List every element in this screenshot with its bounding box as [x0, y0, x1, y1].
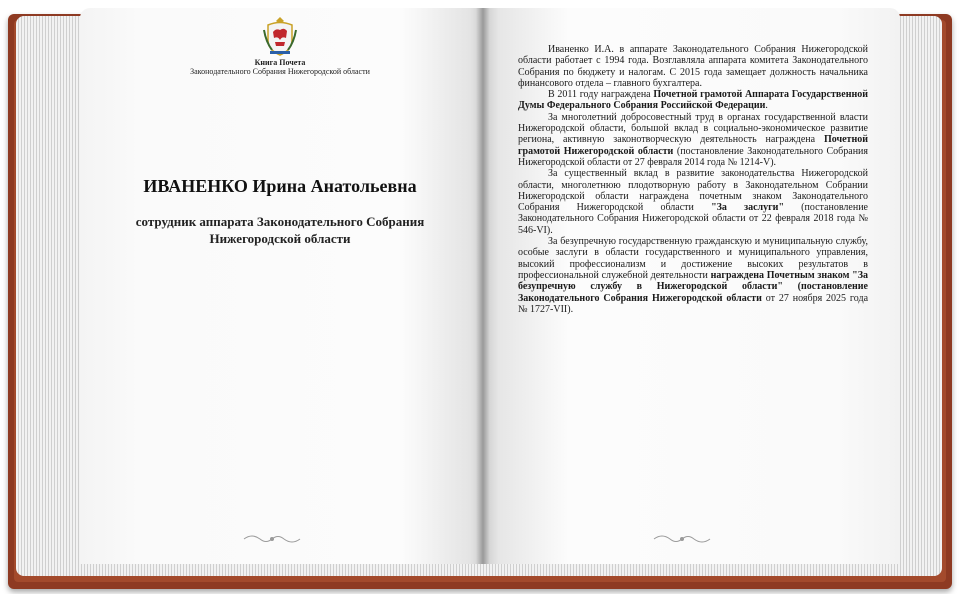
paragraph-4	[518, 168, 868, 236]
paragraph-2-text-b: .	[765, 100, 768, 112]
paragraph-5-text-a: За безупречную государственную гражданскую и муниципальную службу, особые заслуги в области государственного и муниципального управления, высокий профессионализм и достижение высоких результатов в профессиональной служебной деятельности	[518, 236, 868, 281]
paragraph-2-text-a: В 2011 году награждена	[548, 89, 654, 101]
ornament-left-icon	[242, 532, 302, 546]
ornament-right-icon	[652, 532, 712, 546]
paragraph-3-text-b: (постановление Законодательного Собрания Нижегородской области от 27 февраля 2014 года № 1214-V).	[518, 145, 868, 168]
paragraph-2	[518, 89, 868, 112]
paragraph-3-text-a: За многолетний добросовестный труд в органах государственной власти Нижегородской области, большой вклад в социально-экономическое развитие региона, активную законотворческую деятельность награждена	[518, 111, 868, 146]
paragraph-1	[518, 44, 868, 89]
paragraph-1-text: Иваненко И.А. в аппарате Законодательного Собрания Нижегородской области работает с 1994 года. Возглавляла аппарата комитета Законодательного Собрания по бюджету и налогам. С 2015 года замещает должность начальника финансового отдела – главного бухгалтера.	[518, 44, 868, 89]
coat-of-arms-icon	[262, 16, 298, 56]
book-header	[170, 58, 390, 76]
book-subtitle: Законодательного Собрания Нижегородской области	[190, 67, 370, 76]
paragraph-5-text-b: от 27 ноября 2025 года № 1727-VII).	[518, 292, 869, 315]
paragraph-4-text-b: (постановление Законодательного Собрания Нижегородской области от 22 февраля 2018 года № 546-VI).	[518, 202, 868, 236]
book-gutter	[476, 8, 490, 564]
paragraph-5-award: награждена Почетным знаком "За безупречную службу в Нижегородской области" (постановление Законодательного Собрания Нижегородской области	[518, 269, 868, 304]
position-line-1: сотрудник аппарата Законодательного Собрания	[135, 214, 425, 229]
book-title: Книга Почета	[254, 58, 306, 67]
person-position	[120, 213, 440, 247]
paragraph-4-text-a: За существенный вклад в развитие законодательства Нижегородской области, многолетнюю плодотворную работу в Законодательном Собрании Нижегородской области награждена почетным знаком Законодательного Собрания Нижегородской области	[518, 168, 868, 214]
paragraph-3	[518, 112, 868, 168]
position-line-2: Нижегородской области	[209, 231, 351, 246]
left-page	[80, 8, 482, 564]
biography-text	[518, 44, 868, 315]
paragraph-2-award: Почетной грамотой Аппарата Государственной Думы Федерального Собрания Российской Федерации	[518, 89, 868, 112]
paragraph-3-award: Почетной грамотой Нижегородской области	[518, 134, 868, 157]
paragraph-4-award: "За заслуги"	[711, 202, 784, 214]
paragraph-5	[518, 236, 868, 315]
person-name: ИВАНЕНКО Ирина Анатольевна	[143, 176, 417, 196]
